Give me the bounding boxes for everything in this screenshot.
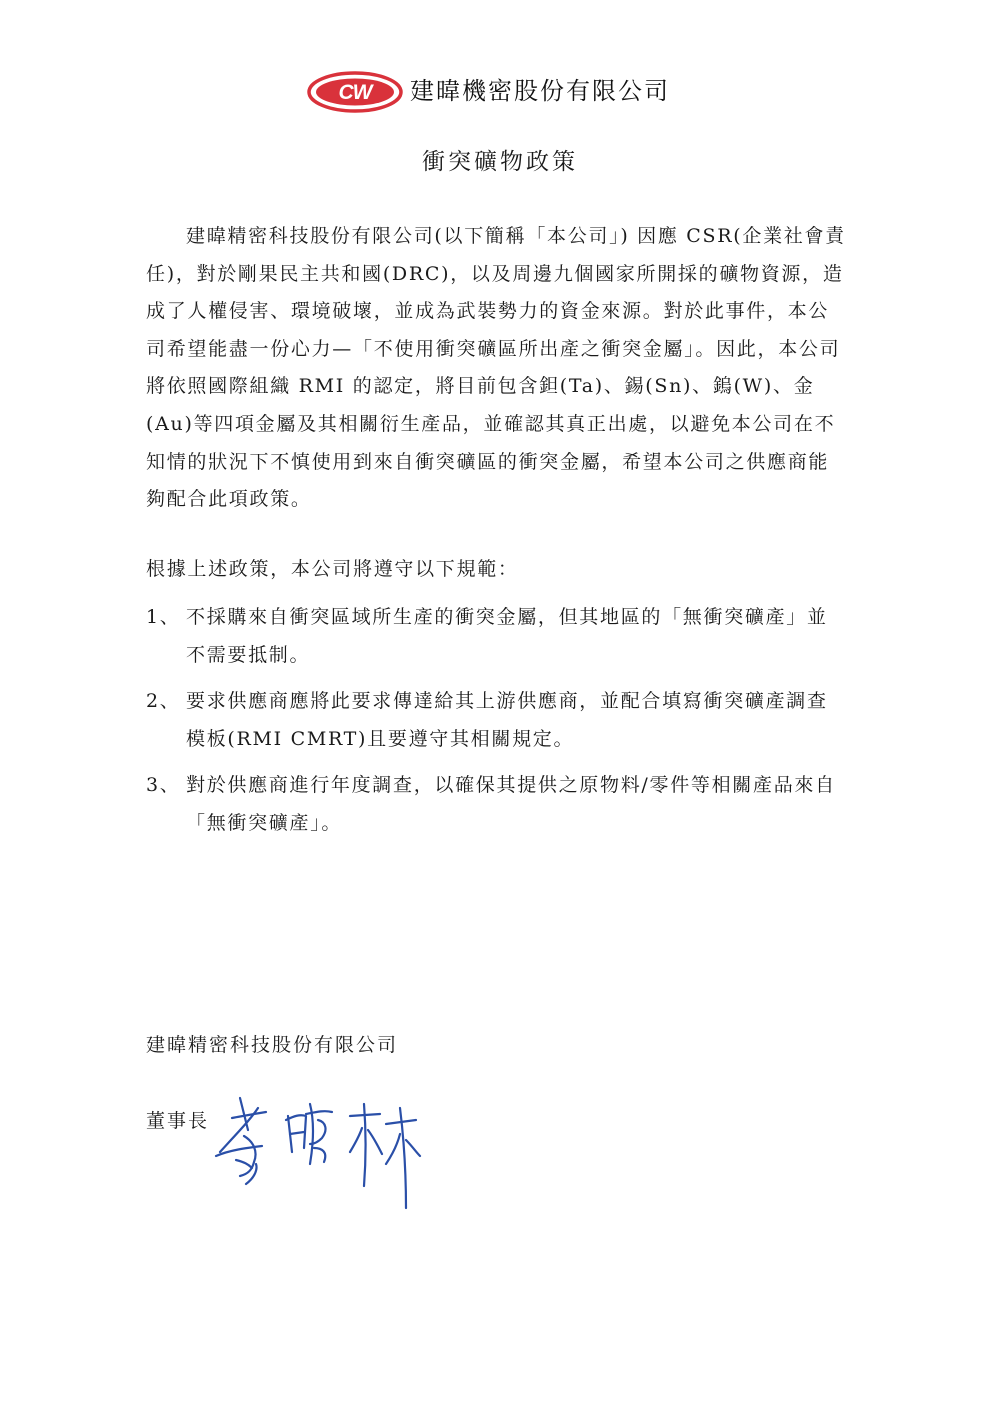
rule-list — [146, 598, 846, 850]
rule-item — [146, 682, 846, 758]
letterhead — [0, 66, 1000, 116]
letterhead-company-name: 建暐機密股份有限公司 — [410, 77, 670, 105]
document-title: 衝突礦物政策 — [422, 149, 578, 175]
rule-number: 1、 — [146, 606, 181, 628]
logo-text: CW — [338, 81, 372, 104]
rule-text: 不採購來自衝突區域所生產的衝突金屬，但其地區的「無衝突礦產」並不需要抵制。 — [186, 606, 828, 666]
rule-text: 要求供應商應將此要求傳達給其上游供應商，並配合填寫衝突礦產調查模板(RMI CMRT)且要遵守其相關規定。 — [186, 690, 828, 750]
signing-company: 建暐精密科技股份有限公司 — [146, 1034, 399, 1056]
handwritten-signature — [210, 1090, 440, 1210]
rule-item — [146, 766, 846, 842]
rule-item — [146, 598, 846, 674]
intro-paragraph: 建暐精密科技股份有限公司(以下簡稱「本公司」) 因應 CSR(企業社會責任)，對於剛果民主共和國(DRC)，以及周邊九個國家所開採的礦物資源，造成了人權侵害、環境破壞，並成為武裝勢力的資金來源。對於此事件，本公司希望能盡一份心力—「不使用衝突礦區所出產之衝突金屬」。因此，本公司將依照國際組織 RMI 的認定，將目前包含鉭(Ta)、錫(Sn)、鎢(W)、金(Au)等四項金屬及其相關衍生產品，並確認其真正出處，以避免本公司在不知情的狀況下不慎使用到來自衝突礦區的衝突金屬，希望本公司之供應商能夠配合此項政策。 — [146, 225, 846, 511]
rule-text: 對於供應商進行年度調查，以確保其提供之原物料/零件等相關產品來自「無衝突礦產」。 — [186, 774, 836, 834]
signer-title: 董事長 — [146, 1110, 210, 1132]
rule-number: 2、 — [146, 690, 181, 712]
rule-number: 3、 — [146, 774, 181, 796]
rules-lead: 根據上述政策，本公司將遵守以下規範： — [146, 558, 519, 580]
company-logo — [306, 70, 404, 114]
